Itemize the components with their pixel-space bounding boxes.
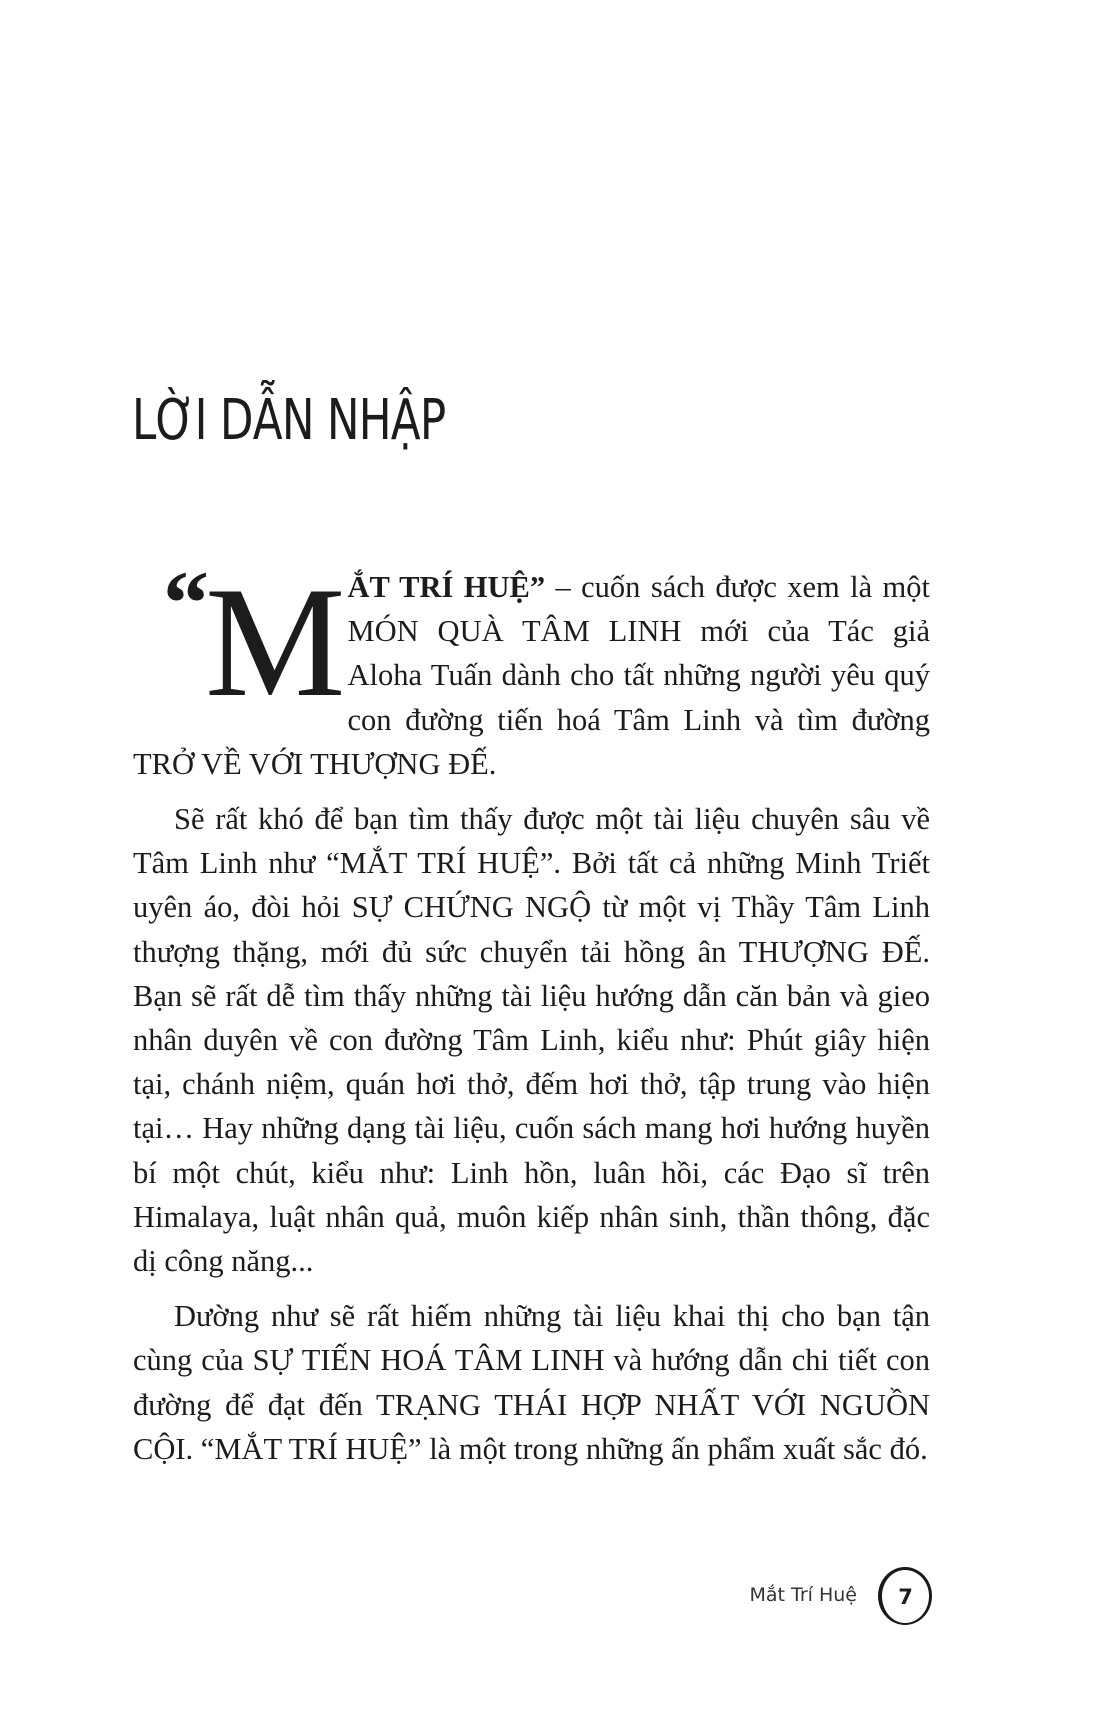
opening-quote-mark: “ (163, 552, 203, 654)
paragraph-1-text: – cuốn sách được xem là một MÓN QUÀ TÂM LINH mới của Tác giả Aloha Tuấn dành cho tất những người yêu quý con đường tiến hoá Tâm Linh và tìm đường TRỞ VỀ VỚI THƯỢNG ĐẾ. (133, 570, 930, 781)
body-text (133, 552, 930, 1482)
paragraph-1 (133, 552, 930, 786)
chapter-title: LỜI DẪN NHẬP (132, 388, 446, 453)
page-number-circle-icon (878, 1567, 932, 1625)
paragraph-2: Sẽ rất khó để bạn tìm thấy được một tài liệu chuyên sâu về Tâm Linh như “MẮT TRÍ HUỆ”. Bởi tất cả những Minh Triết uyên áo, đòi hỏi SỰ CHỨNG NGỘ từ một vị Thầy Tâm Linh thượng thặng, mới đủ sức chuyển tải hồng ân THƯỢNG ĐẾ. Bạn sẽ rất dễ tìm thấy những tài liệu hướng dẫn căn bản và gieo nhân duyên về con đường Tâm Linh, kiểu như: Phút giây hiện tại, chánh niệm, quán hơi thở, đếm hơi thở, tập trung vào hiện tại… Hay những dạng tài liệu, cuốn sách mang hơi hướng huyền bí một chút, kiểu như: Linh hồn, luân hồi, các Đạo sĩ trên Himalaya, luật nhân quả, muôn kiếp nhân sinh, thần thông, đặc dị công năng... (133, 802, 930, 1279)
page-number: 7 (898, 1584, 913, 1609)
drop-cap: M (205, 555, 346, 730)
book-title-emphasis: ẮT TRÍ HUỆ” (347, 570, 546, 604)
page-footer (0, 1566, 1103, 1630)
running-title: Mắt Trí Huệ (749, 1584, 857, 1606)
paragraph-3: Dường như sẽ rất hiếm những tài liệu khai thị cho bạn tận cùng của SỰ TIẾN HOÁ TÂM LINH và hướng dẫn chi tiết con đường để đạt đến TRẠNG THÁI HỢP NHẤT VỚI NGUỒN CỘI. “MẮT TRÍ HUỆ” là một trong những ấn phẩm xuất sắc đó. (133, 1299, 930, 1466)
